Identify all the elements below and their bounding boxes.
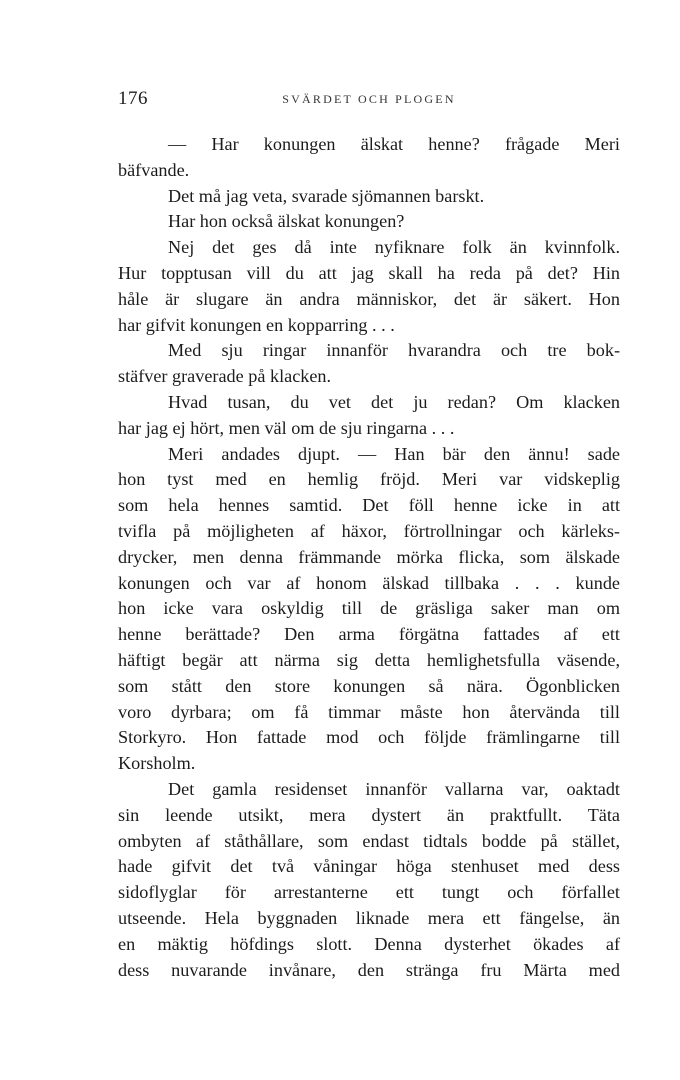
text-line: en mäktig höfdings slott. Denna dysterhet ökades af <box>118 933 620 954</box>
text-line: Nej det ges då inte nyfiknare folk än kvinnfolk. <box>168 237 620 258</box>
text-line: — Har konungen älskat henne? frågade Meri <box>168 134 620 154</box>
text-line: hon icke vara oskyldig till de gräsliga saker man om <box>118 598 620 619</box>
text-line: stäfver graverade på klacken. <box>118 366 332 387</box>
text-line: sin leende utsikt, mera dystert än praktfullt. Täta <box>118 804 620 825</box>
text-line: Har hon också älskat konungen? <box>168 211 405 232</box>
text-line: som stått den store konungen så nära. Ögonblicken <box>118 675 620 696</box>
text-line: voro dyrbara; om få timmar måste hon återvända till <box>118 701 620 722</box>
text-line: har gifvit konungen en kopparring . . . <box>118 314 395 335</box>
text-line: dess nuvarande invånare, den stränga fru Märta med <box>118 959 620 980</box>
text-line: Korsholm. <box>118 753 196 774</box>
text-line: som hela hennes samtid. Det föll henne icke in att <box>118 495 620 516</box>
text-line: Med sju ringar innanför hvarandra och tre bok- <box>168 340 620 361</box>
running-head: SVÄRDET OCH PLOGEN <box>282 92 456 106</box>
text-line: Hvad tusan, du vet det ju redan? Om klacken <box>168 391 620 412</box>
text-line: ombyten af ståthållare, som endast tidtals bodde på stället, <box>118 830 620 851</box>
text-line: hon tyst med en hemlig fröjd. Meri var vidskeplig <box>118 469 620 490</box>
text-line: Hur topptusan vill du att jag skall ha reda på det? Hin <box>118 262 620 283</box>
text-line: hade gifvit det två våningar höga stenhuset med dess <box>118 856 620 877</box>
text-line: sidoflyglar för arrestanterne ett tungt och förfallet <box>118 882 620 903</box>
page-header <box>118 88 620 112</box>
text-line: har jag ej hört, men väl om de sju ringarna . . . <box>118 417 455 438</box>
text-line: konungen och var af honom älskad tillbaka . . . kunde <box>118 572 620 593</box>
text-line: drycker, men denna främmande mörka flicka, som älskade <box>118 546 620 567</box>
page-number: 176 <box>118 88 148 109</box>
text-line: Det gamla residenset innanför vallarna var, oaktadt <box>168 778 620 799</box>
text-line: bäfvande. <box>118 159 190 180</box>
text-line: Meri andades djupt. — Han bär den ännu! sade <box>168 443 620 464</box>
text-line: tvifla på möjligheten af häxor, förtrollningar och kärleks- <box>118 520 620 541</box>
text-line: häftigt begär att närma sig detta hemlighetsfulla väsende, <box>118 649 620 670</box>
text-line: Det må jag veta, svarade sjömannen barskt. <box>168 185 485 206</box>
text-line: utseende. Hela byggnaden liknade mera ett fängelse, än <box>118 907 620 928</box>
text-line: henne berättade? Den arma förgätna fattades af ett <box>118 624 620 645</box>
text-line: håle är slugare än andra människor, det är säkert. Hon <box>118 288 620 309</box>
text-line: Storkyro. Hon fattade mod och följde främlingarne till <box>118 727 620 748</box>
body-text <box>118 132 620 983</box>
